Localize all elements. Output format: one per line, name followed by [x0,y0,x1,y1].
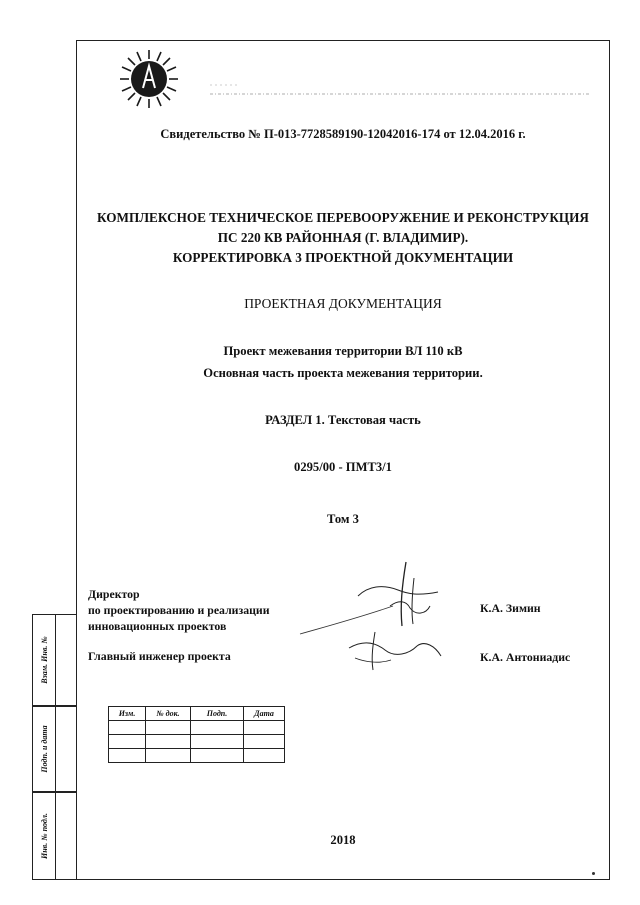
project-title [76,340,610,384]
document-year: 2018 [330,833,356,847]
revision-header-signature: Подп. [191,707,244,721]
director-title-line-3: инновационных проектов [88,619,227,633]
title-line-2: ПС 220 КВ РАЙОННАЯ (Г. ВЛАДИМИР). [217,230,469,245]
section-title: РАЗДЕЛ 1. Текстовая часть [265,413,421,427]
chief-engineer-name: К.А. Антониадис [480,650,571,664]
side-stamp-label: Инв. № подл. [39,813,49,859]
certificate-line: Свидетельство № П-013-7728589190-12042016-174 от 12.04.2016 г. [160,127,526,141]
project-line-1: Проект межевания территории ВЛ 110 кВ [223,344,463,358]
chief-engineer-title: Главный инженер проекта [88,649,231,663]
volume-label: Том 3 [327,512,359,526]
revision-header-doc-number: № док. [146,707,191,721]
director-title-line-2: по проектированию и реализации [88,603,270,617]
director-name: К.А. Зимин [480,601,541,615]
scan-speck [592,872,595,875]
side-stamp-label: Подп. и дата [39,725,49,773]
chief-engineer-signature [345,628,445,673]
revision-table [108,706,285,763]
director-title [88,586,270,634]
director-signature [298,556,448,636]
title-line-1: КОМПЛЕКСНОЕ ТЕХНИЧЕСКОЕ ПЕРЕВООРУЖЕНИЕ И РЕКОНСТРУКЦИЯ [97,210,589,225]
doc-type: ПРОЕКТНАЯ ДОКУМЕНТАЦИЯ [244,296,442,311]
title-line-3: КОРРЕКТИРОВКА 3 ПРОЕКТНОЙ ДОКУМЕНТАЦИИ [172,250,514,265]
table-row [109,721,285,735]
table-row [109,735,285,749]
document-code: 0295/00 - ПМТ3/1 [294,460,392,474]
director-title-line-1: Директор [88,587,140,601]
document-title [76,208,610,268]
faint-organization-line [210,82,590,100]
table-row [109,749,285,763]
side-stamp-original-inventory [32,792,76,880]
side-stamp-signature-date [32,706,76,792]
revision-header-date: Дата [244,707,285,721]
side-stamp-label: Взам. Инв. № [39,636,49,684]
revision-header-change: Изм. [109,707,146,721]
company-logo [116,48,182,110]
project-line-2: Основная часть проекта межевания территории. [203,366,483,380]
side-stamp-replaced-inventory [32,614,76,706]
